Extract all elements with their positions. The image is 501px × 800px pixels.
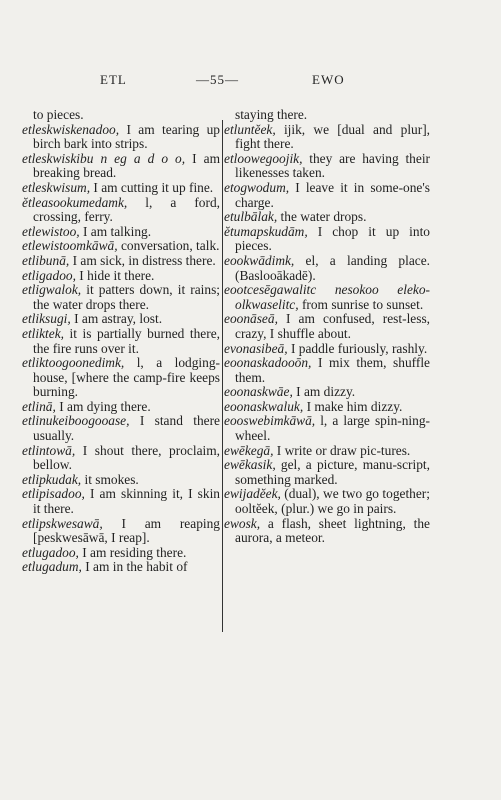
- entry-headword: eoonaskwāe,: [224, 384, 293, 400]
- dictionary-entry: [224, 400, 430, 415]
- entry-definition: I am residing there.: [78, 544, 187, 560]
- entry-headword: eoonaskwaluk,: [224, 398, 304, 414]
- entry-definition: l, a large spin-ning-wheel.: [235, 413, 430, 444]
- column-divider: [222, 120, 223, 632]
- entry-definition: I am reaping [peskwesāwā, I reap].: [33, 515, 220, 546]
- dictionary-entry: [224, 487, 430, 516]
- entry-definition: to pieces.: [33, 107, 84, 122]
- entry-headword: etlewistoo,: [22, 223, 80, 239]
- entry-headword: etloowegoojik,: [224, 150, 303, 166]
- right-column: [224, 108, 430, 546]
- entry-definition: I am confused, rest-less, crazy, I shuffle about.: [235, 311, 430, 341]
- entry-definition: it patters down, it rains; the water drops there.: [33, 282, 220, 312]
- entry-definition: I chop it up into pieces.: [235, 223, 430, 254]
- entry-headword: etlipkudak,: [22, 471, 82, 487]
- entry-definition: staying there.: [235, 107, 308, 122]
- dictionary-entry: [224, 254, 430, 283]
- dictionary-entry: [22, 196, 220, 225]
- dictionary-entry: [224, 414, 430, 443]
- entry-headword: eoonāseā,: [224, 311, 278, 327]
- entry-definition: it is partially burned there, the fire runs over it.: [33, 325, 220, 356]
- entry-headword: etlipskwesawā,: [22, 515, 103, 531]
- entry-headword: etogwodum,: [224, 179, 290, 195]
- entry-definition: I am dying there.: [55, 398, 151, 414]
- dictionary-entry: [22, 473, 220, 488]
- entry-definition: I mix them, shuffle them.: [235, 355, 430, 385]
- dictionary-entry: [224, 123, 430, 152]
- entry-headword: etlewistoomkāwā,: [22, 238, 118, 254]
- entry-definition: I am cutting it up fine.: [90, 179, 214, 195]
- entry-definition: a flash, sheet lightning, the aurora, a meteor.: [235, 515, 430, 546]
- entry-definition: I write or draw pic-tures.: [273, 442, 411, 458]
- dictionary-entry: [22, 152, 220, 181]
- entry-headword: etleskwiskenadoo,: [22, 121, 120, 137]
- dictionary-entry: [224, 458, 430, 487]
- entry-definition: the water drops.: [277, 209, 367, 225]
- entry-definition: I am talking.: [79, 223, 152, 239]
- dictionary-entry: [22, 239, 220, 254]
- entry-definition: gel, a picture, manu-script, something marked.: [235, 457, 430, 487]
- entry-definition: I hide it there.: [75, 267, 155, 283]
- dictionary-entry: [22, 181, 220, 196]
- entry-headword: etlugadoo,: [22, 544, 79, 560]
- entry-definition: ijik, we [dual and plur], fight there.: [235, 121, 430, 152]
- entry-headword: eooswebimkāwā,: [224, 413, 316, 429]
- entry-headword: evonasibeā,: [224, 340, 288, 356]
- dictionary-entry: [22, 400, 220, 415]
- entry-definition: I make him dizzy.: [303, 398, 403, 414]
- dictionary-entry: [224, 312, 430, 341]
- entry-headword: etligwalok,: [22, 282, 82, 298]
- entry-definition: l, a lodging-house, [where the camp-fire keeps burning.: [33, 355, 220, 400]
- dictionary-entry: [224, 225, 430, 254]
- dictionary-entry: [224, 517, 430, 546]
- entry-definition: I paddle furiously, rashly.: [287, 340, 428, 356]
- entry-headword: etligadoo,: [22, 267, 76, 283]
- dictionary-entry: [224, 356, 430, 385]
- entry-headword: eootcesēgawalitc nesokoo eleko-olkwaselitc,: [224, 282, 430, 312]
- dictionary-entry: [22, 123, 220, 152]
- entry-headword: etliktoogoonedimk,: [22, 355, 125, 371]
- header-right-guide-word: EWO: [312, 72, 345, 87]
- entry-definition: (dual), we two go together; ooltĕek, (plur.) we go in pairs.: [235, 486, 430, 517]
- entry-definition: from sunrise to sunset.: [298, 296, 424, 312]
- entry-headword: etlinukeiboogooase,: [22, 413, 130, 429]
- dictionary-entry: [22, 517, 220, 546]
- entry-headword: ĕtleasookumedamk,: [22, 194, 128, 210]
- entry-headword: etleskwiskibu n eg a d o o,: [22, 150, 186, 166]
- dictionary-entry: [224, 210, 430, 225]
- left-column: [22, 108, 220, 575]
- entry-headword: etliksugi,: [22, 311, 71, 327]
- dictionary-entry: [22, 254, 220, 269]
- entry-headword: etlinā,: [22, 398, 56, 414]
- entry-headword: etlibunā,: [22, 252, 70, 268]
- entry-definition: they are having their likenesses taken.: [235, 150, 430, 181]
- entry-headword: etliktek,: [22, 325, 65, 341]
- entry-headword: ewēkegā,: [224, 442, 274, 458]
- entry-definition: I stand there usually.: [33, 413, 220, 444]
- entry-definition: I am in the habit of: [81, 559, 188, 575]
- entry-headword: eoonaskadooōn,: [224, 355, 312, 371]
- page-number: —55—: [196, 72, 239, 87]
- entry-headword: ewosk,: [224, 515, 261, 531]
- dictionary-entry: [224, 283, 430, 312]
- running-header: [0, 72, 501, 92]
- entry-headword: etleskwisum,: [22, 179, 91, 195]
- entry-definition: I am astray, lost.: [70, 311, 163, 327]
- entry-headword: ĕtumapskudām,: [224, 223, 308, 239]
- entry-definition: I shout there, proclaim, bellow.: [33, 442, 220, 473]
- dictionary-entry: [22, 283, 220, 312]
- entry-definition: el, a landing place. (Baslooākadē).: [235, 252, 430, 283]
- entry-headword: etlugadum,: [22, 559, 82, 575]
- dictionary-entry: [22, 546, 220, 561]
- entry-definition: it smokes.: [81, 471, 139, 487]
- entry-definition: I am sick, in distress there.: [69, 252, 216, 268]
- entry-definition: I am tearing up birch bark into strips.: [33, 121, 220, 152]
- dictionary-entry: [224, 385, 430, 400]
- entry-definition: I am skinning it, I skin it there.: [33, 486, 220, 517]
- entry-headword: eookwādimk,: [224, 252, 295, 268]
- dictionary-entry: [22, 444, 220, 473]
- dictionary-entry: [22, 108, 220, 123]
- entry-headword: etlipisadoo,: [22, 486, 85, 502]
- dictionary-entry: [22, 487, 220, 516]
- dictionary-entry: [22, 327, 220, 356]
- dictionary-entry: [224, 152, 430, 181]
- dictionary-entry: [224, 181, 430, 210]
- dictionary-entry: [22, 312, 220, 327]
- dictionary-entry: [22, 414, 220, 443]
- entry-headword: ewēkasik,: [224, 457, 276, 473]
- entry-headword: etlintowā,: [22, 442, 76, 458]
- dictionary-entry: [224, 342, 430, 357]
- dictionary-entry: [224, 444, 430, 459]
- dictionary-entry: [22, 225, 220, 240]
- header-left-guide-word: ETL: [100, 72, 127, 87]
- entry-headword: etulbālak,: [224, 209, 278, 225]
- entry-definition: l, a ford, crossing, ferry.: [33, 194, 220, 225]
- entry-headword: ewijadĕek,: [224, 486, 281, 502]
- dictionary-entry: [22, 560, 220, 575]
- dictionary-entry: [22, 269, 220, 284]
- entry-headword: etluntĕek,: [224, 121, 276, 137]
- dictionary-entry: [22, 356, 220, 400]
- entry-definition: conversation, talk.: [117, 238, 220, 254]
- entry-definition: I leave it in some-one's charge.: [235, 179, 430, 210]
- entry-definition: I am dizzy.: [292, 384, 356, 400]
- entry-definition: I am breaking bread.: [33, 150, 221, 181]
- dictionary-entry: [224, 108, 430, 123]
